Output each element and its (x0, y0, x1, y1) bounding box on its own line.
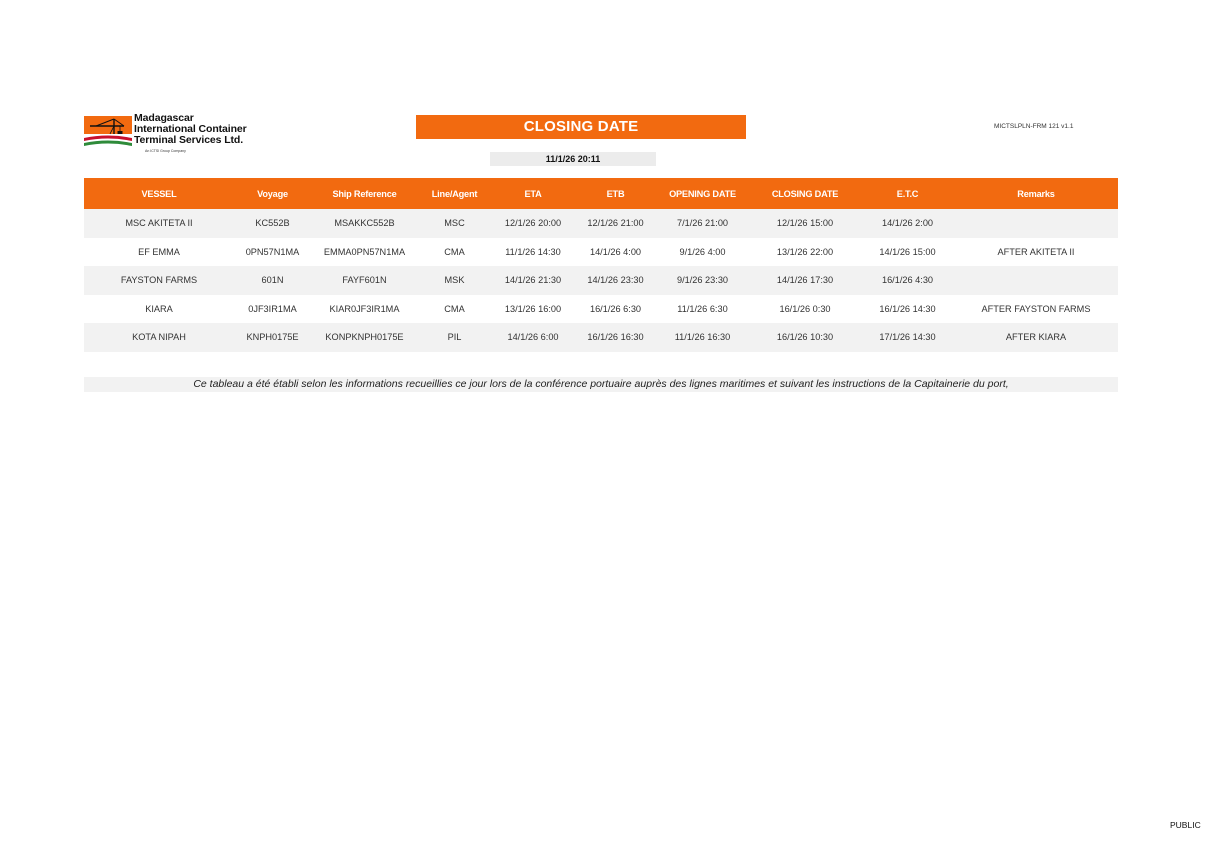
cell-eta: 12/1/26 20:00 (491, 209, 575, 238)
page-title: CLOSING DATE (416, 115, 746, 139)
cell-vessel: KIARA (84, 295, 234, 324)
cell-opening-date: 11/1/26 16:30 (656, 323, 749, 352)
column-header-closing-date: CLOSING DATE (749, 178, 861, 209)
table-row (84, 266, 1118, 295)
classification-label: PUBLIC (1170, 820, 1201, 830)
form-code: MICTSLPLN-FRM 121 v1.1 (994, 123, 1074, 130)
cell-line-agent: MSK (418, 266, 491, 295)
cell-voyage: 601N (234, 266, 311, 295)
company-name-line-2: International Container (134, 123, 247, 135)
cell-closing-date: 16/1/26 0:30 (749, 295, 861, 324)
column-header-voyage: Voyage (234, 178, 311, 209)
cell-opening-date: 9/1/26 23:30 (656, 266, 749, 295)
table-header-row (84, 178, 1118, 209)
column-header-etc: E.T.C (861, 178, 954, 209)
cell-line-agent: MSC (418, 209, 491, 238)
column-header-ship-reference: Ship Reference (311, 178, 418, 209)
cell-vessel: KOTA NIPAH (84, 323, 234, 352)
column-header-eta: ETA (491, 178, 575, 209)
cell-remarks: AFTER KIARA (954, 323, 1118, 352)
company-name (134, 113, 247, 146)
cell-eta: 14/1/26 21:30 (491, 266, 575, 295)
cell-vessel: FAYSTON FARMS (84, 266, 234, 295)
cell-vessel: EF EMMA (84, 238, 234, 267)
table-row (84, 295, 1118, 324)
cell-etc: 17/1/26 14:30 (861, 323, 954, 352)
cell-line-agent: CMA (418, 238, 491, 267)
company-name-line-1: Madagascar (134, 112, 194, 124)
cell-remarks: AFTER FAYSTON FARMS (954, 295, 1118, 324)
cell-line-agent: CMA (418, 295, 491, 324)
cell-eta: 13/1/26 16:00 (491, 295, 575, 324)
cell-etb: 14/1/26 23:30 (575, 266, 656, 295)
cell-line-agent: PIL (418, 323, 491, 352)
cell-closing-date: 16/1/26 10:30 (749, 323, 861, 352)
vessel-schedule-table (84, 178, 1118, 352)
cell-voyage: 0PN57N1MA (234, 238, 311, 267)
table-row (84, 209, 1118, 238)
footnote: Ce tableau a été établi selon les informations recueillies ce jour lors de la conférence portuaire auprès des lignes maritimes et suivant les instructions de la Capitainerie du port, (84, 377, 1118, 392)
column-header-etb: ETB (575, 178, 656, 209)
cell-ship-reference: MSAKKC552B (311, 209, 418, 238)
company-name-line-3: Terminal Services Ltd. (134, 134, 244, 146)
column-header-opening-date: OPENING DATE (656, 178, 749, 209)
cell-etc: 16/1/26 4:30 (861, 266, 954, 295)
cell-etb: 16/1/26 16:30 (575, 323, 656, 352)
cell-etb: 14/1/26 4:00 (575, 238, 656, 267)
company-tagline: An ICTSI Group Company (145, 149, 186, 153)
cell-ship-reference: KIAR0JF3IR1MA (311, 295, 418, 324)
cell-voyage: KNPH0175E (234, 323, 311, 352)
cell-eta: 14/1/26 6:00 (491, 323, 575, 352)
column-header-vessel: VESSEL (84, 178, 234, 209)
column-header-line-agent: Line/Agent (418, 178, 491, 209)
cell-opening-date: 9/1/26 4:00 (656, 238, 749, 267)
cell-etb: 16/1/26 6:30 (575, 295, 656, 324)
crane-logo-icon (84, 116, 132, 148)
cell-etb: 12/1/26 21:00 (575, 209, 656, 238)
cell-ship-reference: FAYF601N (311, 266, 418, 295)
cell-eta: 11/1/26 14:30 (491, 238, 575, 267)
column-header-remarks: Remarks (954, 178, 1118, 209)
cell-ship-reference: EMMA0PN57N1MA (311, 238, 418, 267)
cell-closing-date: 13/1/26 22:00 (749, 238, 861, 267)
cell-closing-date: 12/1/26 15:00 (749, 209, 861, 238)
table-row (84, 238, 1118, 267)
cell-vessel: MSC AKITETA II (84, 209, 234, 238)
cell-etc: 14/1/26 2:00 (861, 209, 954, 238)
cell-etc: 14/1/26 15:00 (861, 238, 954, 267)
cell-etc: 16/1/26 14:30 (861, 295, 954, 324)
cell-voyage: 0JF3IR1MA (234, 295, 311, 324)
cell-closing-date: 14/1/26 17:30 (749, 266, 861, 295)
cell-opening-date: 11/1/26 6:30 (656, 295, 749, 324)
cell-opening-date: 7/1/26 21:00 (656, 209, 749, 238)
table-row (84, 323, 1118, 352)
cell-ship-reference: KONPKNPH0175E (311, 323, 418, 352)
cell-remarks (954, 266, 1118, 295)
company-logo (84, 113, 264, 159)
cell-remarks: AFTER AKITETA II (954, 238, 1118, 267)
cell-remarks (954, 209, 1118, 238)
cell-voyage: KC552B (234, 209, 311, 238)
report-datetime: 11/1/26 20:11 (490, 152, 656, 166)
